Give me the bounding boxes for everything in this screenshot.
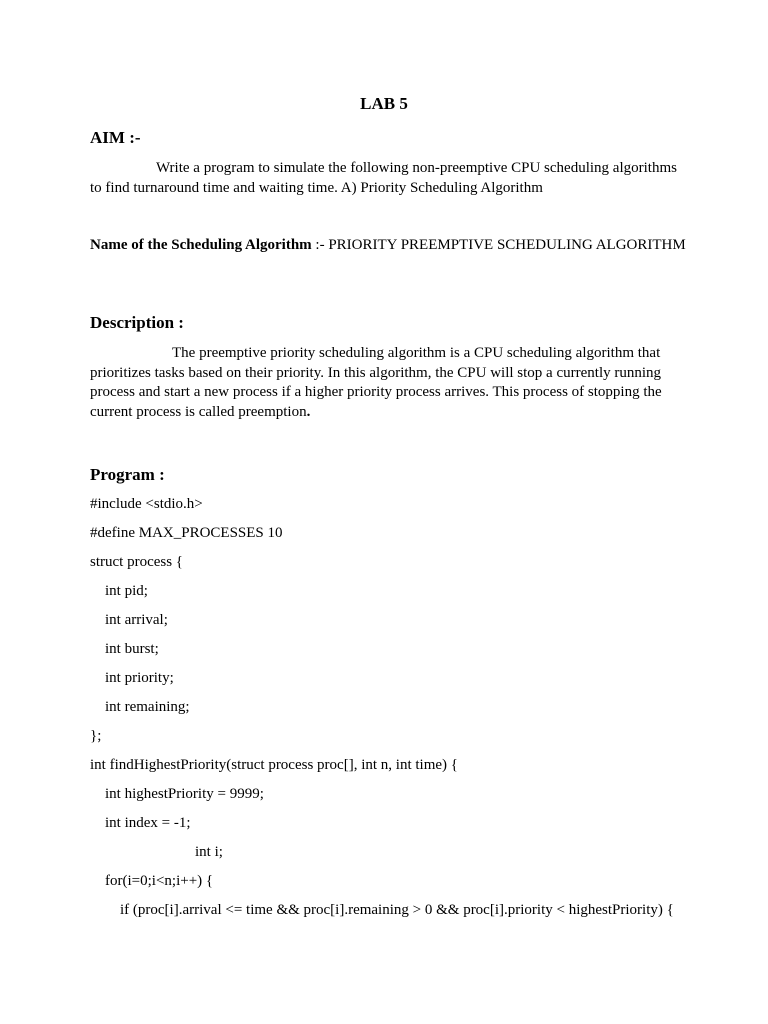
code-line: int i; — [90, 844, 223, 860]
program-code — [90, 494, 710, 918]
description-end: . — [306, 403, 311, 420]
code-line: if (proc[i].arrival <= time && proc[i].remaining > 0 && proc[i].priority < highestPriority) { — [90, 902, 674, 918]
code-line: int index = -1; — [90, 815, 191, 831]
page-title: LAB 5 — [360, 94, 408, 113]
aim-text: Write a program to simulate the following non-preemptive CPU scheduling algorithms to find turnaround time and waiting time. A) Priority Scheduling Algorithm — [90, 160, 677, 196]
description-text — [90, 344, 690, 422]
code-line: int highestPriority = 9999; — [90, 786, 264, 802]
code-line: int burst; — [90, 641, 159, 657]
description-heading: Description : — [90, 313, 184, 332]
aim-heading: AIM :- — [90, 128, 141, 147]
algorithm-value: :- PRIORITY PREEMPTIVE SCHEDULING ALGORITHM — [311, 237, 686, 253]
code-line: int remaining; — [90, 699, 190, 715]
algorithm-label: Name of the Scheduling Algorithm — [90, 237, 312, 253]
code-line: int arrival; — [90, 612, 168, 628]
code-line: int findHighestPriority(struct process proc[], int n, int time) { — [90, 757, 458, 773]
code-line: int pid; — [90, 583, 148, 599]
code-line: }; — [90, 728, 102, 744]
code-line: int priority; — [90, 670, 174, 686]
code-line: #include <stdio.h> — [90, 496, 203, 512]
description-body: The preemptive priority scheduling algorithm is a CPU scheduling algorithm that prioritizes tasks based on their priority. In this algorithm, the CPU will stop a currently running process and start a new process if a higher priority process arrives. This process of stopping the current process is called preemption — [90, 345, 662, 420]
code-line: struct process { — [90, 554, 184, 570]
code-line: for(i=0;i<n;i++) { — [90, 873, 214, 889]
program-heading: Program : — [90, 465, 165, 484]
algorithm-name — [90, 236, 690, 256]
code-line: #define MAX_PROCESSES 10 — [90, 525, 283, 541]
